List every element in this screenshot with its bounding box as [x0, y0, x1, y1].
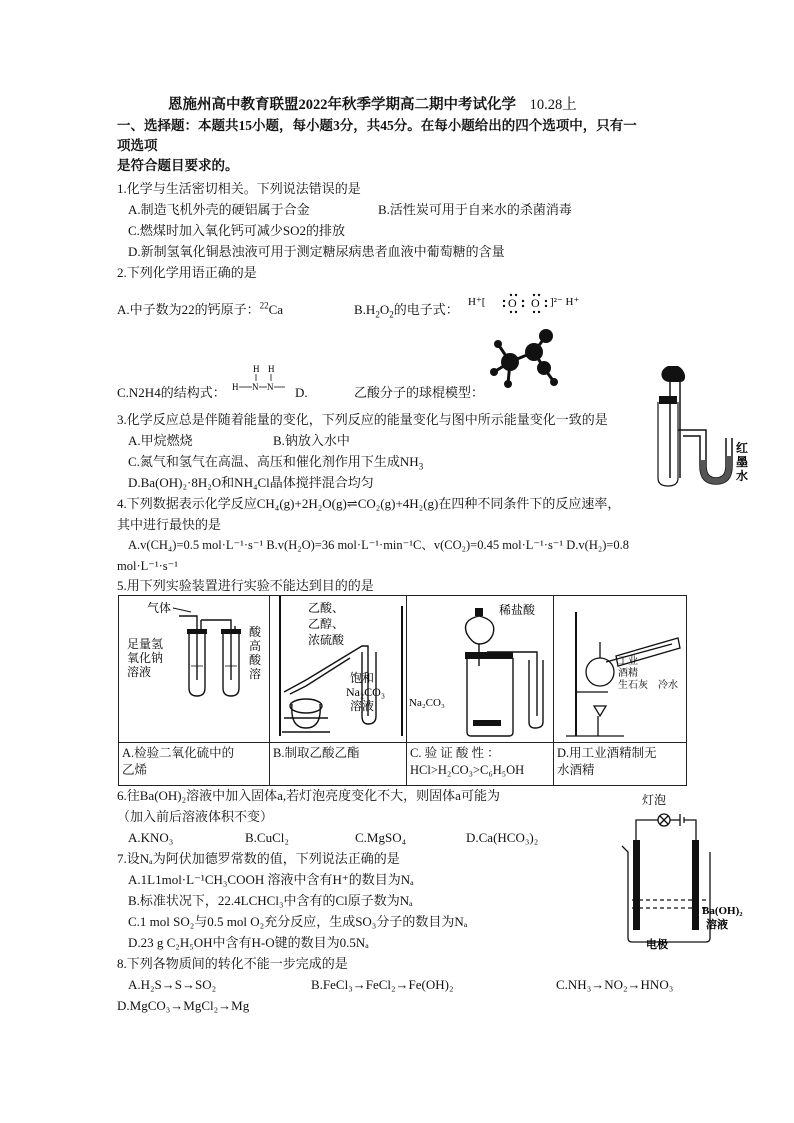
fig-a-r3: 酸: [249, 653, 262, 667]
q2-a-symbol: Ca: [268, 302, 284, 317]
hydrazine-structural-formula: [232, 362, 294, 400]
q8-option-a: A.H₂S→S→SO₂: [128, 977, 217, 992]
fig-a-gas: 气体: [147, 601, 172, 615]
q6-option-c: C.MgSO₄: [355, 830, 407, 845]
q6-stem-cont: （加入前后溶液体积不变）: [117, 809, 274, 824]
q5-caption-c: [407, 743, 554, 786]
q7-option-c: C.1 mol SO₂与0.5 mol O₂充分反应，生成SO₃分子的数目为Nₐ: [128, 914, 468, 929]
fig-d-water: 冷水: [658, 680, 678, 691]
q5-figure-b: [270, 596, 406, 742]
fig-a-r2: 高: [249, 639, 262, 653]
q3-stem: 3.化学反应总是伴随着能量的变化，下列反应的能量变化与图中所示能量变化一致的是: [117, 412, 608, 427]
fig-a-l2: 氧化钠: [127, 651, 164, 665]
q5-figure-c: [407, 596, 553, 742]
q4-options: A.v(CH₄)=0.5 mol·L⁻¹·s⁻¹ B.v(H₂O)=36 mol·L⁻¹·min⁻¹C、v(CO₂)=0.45 mol·L⁻¹·s⁻¹ D.v(H₂)=0.8: [128, 538, 630, 552]
q5-cap-c1: C. 验 证 酸 性 ：: [410, 746, 500, 760]
section-instructions-line3: 是符合题目要求的。: [117, 158, 239, 173]
q3-c-sub: 3: [418, 461, 424, 472]
q6-option-a: A.KNO₃: [128, 830, 174, 845]
electrode-label: 电极: [646, 939, 668, 950]
q4-stem: 4.下列数据表示化学反应CH₄(g)+2H₂O(g)⇌CO₂(g)+4H₂(g)在四种不同条件下的反应速率，: [117, 496, 621, 511]
q1-option-a: A.制造飞机外壳的硬铝属于合金: [128, 202, 310, 217]
q5-cell-d-figure: [554, 596, 687, 743]
q5-stem: 5.用下列实验装置进行实验不能达到目的的是: [117, 578, 374, 593]
q2-b-mid: O: [379, 302, 390, 317]
hydrazine-h2: H: [268, 364, 275, 374]
ink-label-1: 红: [736, 441, 749, 455]
edot-right: ]²⁻ H⁺: [550, 296, 580, 308]
q5-figure-d: [554, 596, 686, 742]
ink-label-2: 墨: [736, 455, 749, 469]
q5-caption-d: [554, 743, 687, 786]
q5-figure-a: [119, 596, 269, 742]
q8-option-b: B.FeCl₃→FeCl₂→Fe(OH)₂: [311, 977, 454, 992]
fig-d-l3: 生石灰: [618, 680, 648, 691]
exam-title: [168, 97, 577, 114]
q2-option-d: 乙酸分子的球棍模型：: [354, 385, 485, 400]
fig-d-l1: 工业: [618, 656, 638, 667]
fig-a-r4: 溶: [249, 667, 262, 681]
q1-stem: 1.化学与生活密切相关。下列说法错误的是: [117, 181, 361, 196]
q5-apparatus-table: [118, 595, 687, 786]
q5-caption-b: B.制取乙酸乙酯: [270, 743, 407, 786]
ink-label-3: 水: [736, 469, 749, 483]
q2-b-pre: B.H: [354, 302, 376, 317]
q8-option-c: C.NH₃→NO₂→HNO₃: [556, 977, 674, 992]
model-atoms: [490, 329, 558, 388]
q2-stem: 2.下列化学用语正确的是: [117, 265, 257, 280]
q8-option-d: D.MgCO₃→MgCl₂→Mg: [117, 998, 250, 1013]
q3-c-text: C.氮气和氢气在高温、高压和催化剂作用下生成NH: [128, 454, 419, 469]
q8-stem: 8.下列各物质间的转化不能一步完成的是: [117, 956, 348, 971]
solution-label-2: 溶液: [706, 919, 728, 931]
q2-b-sub2: 2: [389, 309, 394, 320]
fig-b-l1: 乙酸、: [308, 601, 345, 615]
fig-a-l1: 足量氢: [127, 637, 164, 651]
electrode-right: [692, 840, 699, 930]
q2-a-text: A.中子数为22的钙原子：: [117, 302, 260, 317]
q2-b-post: 的电子式：: [393, 302, 459, 317]
fig-a-l3: 溶液: [127, 665, 152, 679]
q5-cap-d2: 水酒精: [557, 762, 595, 777]
q4-stem-cont: 其中进行最快的是: [117, 517, 222, 532]
q5-caption-a: [119, 743, 270, 786]
q7-option-b: B.标准状况下，22.4LCHCl₃中含有的Cl原子数为Nₐ: [128, 893, 413, 908]
q5-cell-a-figure: [119, 596, 270, 743]
q7-option-d: D.23 g C₂H₅OH中含有H-O键的数目为0.5Nₐ: [128, 935, 369, 950]
q6-stem: 6.往Ba(OH)₂溶液中加入固体a,若灯泡亮度变化不大，则固体a可能为: [117, 788, 500, 803]
q2-option-d-label: D.: [295, 385, 308, 400]
peroxide-electron-dot-formula: [468, 290, 594, 316]
title-text: 恩施州高中教育联盟2022年秋季学期高二期中考试化学: [168, 97, 516, 113]
fig-b-r3: 溶液: [350, 699, 375, 713]
q3-option-c: [128, 454, 423, 470]
q2-b-sub1: 2: [375, 309, 380, 320]
edot-o2: O: [531, 296, 540, 310]
q5-cell-b-figure: [270, 596, 407, 743]
q7-option-a: A.1L1mol·L⁻¹CH₃COOH 溶液中含有H⁺的数目为Nₐ: [128, 872, 414, 887]
energy-experiment-apparatus: [650, 360, 750, 490]
hydrazine-h3: H: [232, 382, 239, 392]
section-instructions-line2: 项选项: [117, 138, 158, 153]
electrode-left: [633, 840, 640, 930]
fig-c-top: 稀盐酸: [499, 603, 536, 617]
fig-b-r1: 饱和: [350, 671, 375, 685]
bulb-label: 灯泡: [642, 793, 667, 807]
q5-cap-a1: A.检验二氧化硫中的: [122, 746, 235, 760]
q2-a-mass: 22: [259, 300, 269, 311]
q5-cap-c2: HCl>H₂CO₃>C₆H₅OH: [410, 762, 525, 777]
q3-option-d: D.Ba(OH)₂·8H₂O和NH₄Cl晶体搅拌混合均匀: [128, 475, 374, 490]
hydrazine-n1: N: [252, 382, 259, 392]
dropper-bulb: [661, 366, 685, 382]
q2-option-b: [354, 302, 459, 318]
fig-b-r2: Na₂CO₃: [346, 685, 386, 699]
hydrazine-h1: H: [253, 364, 260, 374]
q6-option-b: B.CuCl₂: [245, 830, 289, 845]
fig-b-l2: 乙醇、: [308, 617, 345, 631]
edot-o1: O: [508, 296, 517, 310]
edot-left: H⁺[: [468, 296, 486, 308]
fig-c-left: Na₂CO₃: [409, 697, 445, 709]
q1-option-b: B.活性炭可用于自来水的杀菌消毒: [378, 202, 572, 217]
q3-option-a: A.甲烷燃烧: [128, 433, 193, 448]
q2-option-c: C.N2H4的结构式：: [117, 385, 226, 400]
solution-label-1: Ba(OH)₂: [702, 905, 743, 917]
stopper: [659, 396, 677, 404]
q1-option-d: D.新制氢氧化铜悬浊液可用于测定糖尿病患者血液中葡萄糖的含量: [128, 244, 505, 259]
fig-d-l2: 酒精: [618, 668, 638, 679]
q2-option-a: [117, 302, 283, 318]
section-instructions-line1: 一、选择题：本题共15小题，每小题3分，共45分。在每小题给出的四个选项中，只有一: [117, 118, 637, 133]
hydrazine-n2: N: [267, 382, 274, 392]
q7-stem: 7.设Nₐ为阿伏加德罗常数的值，下列说法正确的是: [117, 851, 400, 866]
fig-a-r1: 酸: [249, 625, 262, 639]
acetic-acid-ball-stick-model: [488, 328, 570, 396]
conductivity-apparatus: [618, 790, 758, 950]
q6-option-d: D.Ca(HCO₃)₂: [466, 830, 539, 845]
q1-option-c: C.燃煤时加入氧化钙可减少SO2的排放: [128, 223, 346, 238]
q5-cap-d1: D.用工业酒精制无: [557, 746, 657, 760]
q5-cap-a2: 乙烯: [122, 762, 148, 777]
red-ink: [700, 456, 732, 484]
q3-option-b: B.钠放入水中: [273, 433, 350, 448]
fig-b-l3: 浓硫酸: [308, 633, 345, 647]
q5-cell-c-figure: [407, 596, 554, 743]
date-note: 10.28上: [529, 97, 577, 113]
q4-options-cont: mol·L⁻¹·s⁻¹: [117, 559, 178, 573]
